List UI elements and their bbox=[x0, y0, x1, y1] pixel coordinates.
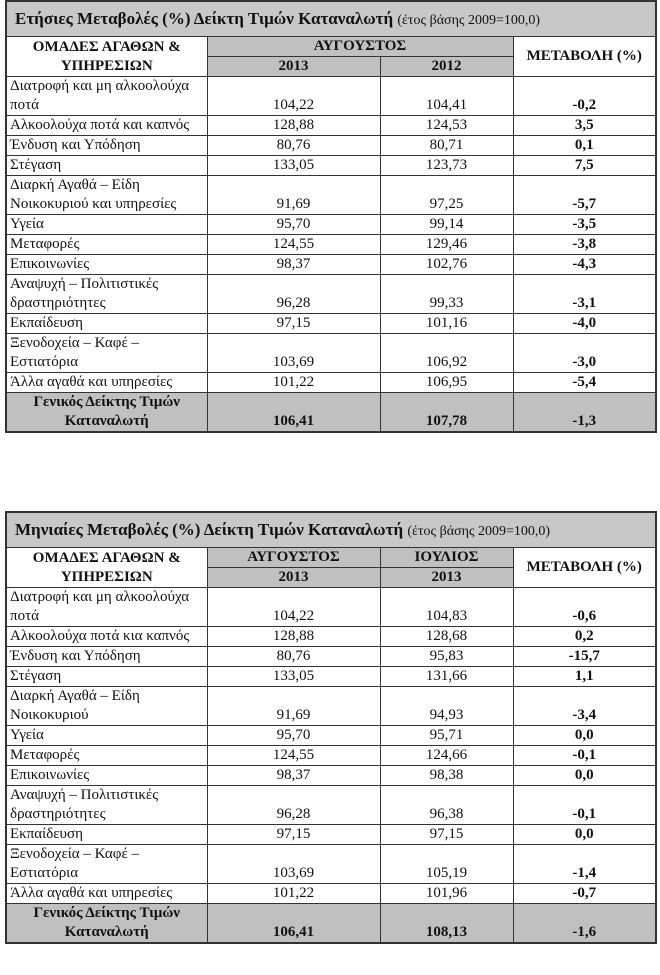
group-header: ΟΜΑΔΕΣ ΑΓΑΘΩΝ & ΥΠΗΡΕΣΙΩΝ bbox=[6, 37, 207, 77]
value-a: 97,15 bbox=[207, 825, 380, 845]
change-value: -3,0 bbox=[513, 334, 656, 373]
change-value: 0,1 bbox=[513, 136, 656, 156]
value-a: 95,70 bbox=[207, 726, 380, 746]
month-b-header: ΙΟΥΛΙΟΣ bbox=[380, 548, 513, 568]
change-value: -0,1 bbox=[513, 746, 656, 766]
value-a: 124,55 bbox=[207, 235, 380, 255]
group-label: Αλκοολούχα ποτά και καπνός bbox=[6, 116, 207, 136]
total-value-b: 107,78 bbox=[380, 393, 513, 433]
value-a: 91,69 bbox=[207, 176, 380, 215]
value-a: 101,22 bbox=[207, 373, 380, 393]
value-a: 104,22 bbox=[207, 77, 380, 116]
value-a: 80,76 bbox=[207, 647, 380, 667]
change-value: -4,3 bbox=[513, 255, 656, 275]
value-b: 105,19 bbox=[380, 845, 513, 884]
total-label: Γενικός Δείκτης Τιμών Καταναλωτή bbox=[6, 904, 207, 944]
title-note: (έτος βάσης 2009=100,0) bbox=[397, 12, 541, 28]
table-title bbox=[6, 1, 656, 37]
table-row bbox=[6, 726, 656, 746]
table-row bbox=[6, 334, 656, 373]
change-value: -0,1 bbox=[513, 786, 656, 825]
group-label: Στέγαση bbox=[6, 667, 207, 687]
year-b-header: 2012 bbox=[380, 57, 513, 77]
value-a: 97,15 bbox=[207, 314, 380, 334]
table-row bbox=[6, 215, 656, 235]
change-value: 0,0 bbox=[513, 766, 656, 786]
group-label: Άλλα αγαθά και υπηρεσίες bbox=[6, 884, 207, 904]
change-value: 1,1 bbox=[513, 667, 656, 687]
month-a-header: ΑΥΓΟΥΣΤΟΣ bbox=[207, 548, 380, 568]
group-label: Διαρκή Αγαθά – Είδη Νοικοκυριού και υπηρεσίες bbox=[6, 176, 207, 215]
year-b-header: 2013 bbox=[380, 568, 513, 588]
value-b: 95,83 bbox=[380, 647, 513, 667]
total-change: -1,6 bbox=[513, 904, 656, 944]
group-label: Διατροφή και μη αλκοολούχα ποτά bbox=[6, 588, 207, 627]
value-a: 124,55 bbox=[207, 746, 380, 766]
value-a: 98,37 bbox=[207, 766, 380, 786]
group-label: Ένδυση και Υπόδηση bbox=[6, 647, 207, 667]
change-value: 7,5 bbox=[513, 156, 656, 176]
group-header: ΟΜΑΔΕΣ ΑΓΑΘΩΝ & ΥΠΗΡΕΣΙΩΝ bbox=[6, 548, 207, 588]
group-label: Διατροφή και μη αλκοολούχα ποτά bbox=[6, 77, 207, 116]
year-a-header: 2013 bbox=[207, 57, 380, 77]
year-a-header: 2013 bbox=[207, 568, 380, 588]
group-label: Υγεία bbox=[6, 726, 207, 746]
value-a: 103,69 bbox=[207, 334, 380, 373]
table-row bbox=[6, 627, 656, 647]
change-value: -5,7 bbox=[513, 176, 656, 215]
change-header: ΜΕΤΑΒΟΛΗ (%) bbox=[513, 37, 656, 77]
value-a: 103,69 bbox=[207, 845, 380, 884]
value-b: 131,66 bbox=[380, 667, 513, 687]
month-header: ΑΥΓΟΥΣΤΟΣ bbox=[207, 37, 513, 57]
value-b: 99,14 bbox=[380, 215, 513, 235]
value-a: 133,05 bbox=[207, 667, 380, 687]
value-b: 98,38 bbox=[380, 766, 513, 786]
value-a: 98,37 bbox=[207, 255, 380, 275]
total-label: Γενικός Δείκτης Τιμών Καταναλωτή bbox=[6, 393, 207, 433]
change-header: ΜΕΤΑΒΟΛΗ (%) bbox=[513, 548, 656, 588]
change-value: 0,0 bbox=[513, 825, 656, 845]
group-label: Υγεία bbox=[6, 215, 207, 235]
value-a: 96,28 bbox=[207, 786, 380, 825]
change-value: -3,1 bbox=[513, 275, 656, 314]
change-value: -0,6 bbox=[513, 588, 656, 627]
group-label: Αναψυχή – Πολιτιστικές δραστηριότητες bbox=[6, 786, 207, 825]
table-row bbox=[6, 786, 656, 825]
value-a: 96,28 bbox=[207, 275, 380, 314]
value-b: 101,16 bbox=[380, 314, 513, 334]
title-note: (έτος βάσης 2009=100,0) bbox=[407, 523, 550, 539]
total-value-a: 106,41 bbox=[207, 904, 380, 944]
table-row bbox=[6, 884, 656, 904]
value-b: 124,66 bbox=[380, 746, 513, 766]
monthly-cpi-table bbox=[5, 511, 657, 944]
change-value: 0,2 bbox=[513, 627, 656, 647]
table-row bbox=[6, 235, 656, 255]
value-a: 91,69 bbox=[207, 687, 380, 726]
table-row bbox=[6, 255, 656, 275]
total-row bbox=[6, 904, 656, 944]
table-row bbox=[6, 687, 656, 726]
value-b: 80,71 bbox=[380, 136, 513, 156]
change-value: -15,7 bbox=[513, 647, 656, 667]
table-row bbox=[6, 77, 656, 116]
value-b: 102,76 bbox=[380, 255, 513, 275]
total-row bbox=[6, 393, 656, 433]
annual-cpi-table bbox=[5, 0, 657, 433]
value-a: 128,88 bbox=[207, 627, 380, 647]
table-row bbox=[6, 766, 656, 786]
group-label: Επικοινωνίες bbox=[6, 255, 207, 275]
table-row bbox=[6, 667, 656, 687]
change-value: 3,5 bbox=[513, 116, 656, 136]
value-b: 123,73 bbox=[380, 156, 513, 176]
group-label: Ξενοδοχεία – Καφέ – Εστιατόρια bbox=[6, 845, 207, 884]
change-value: 0,0 bbox=[513, 726, 656, 746]
value-b: 129,46 bbox=[380, 235, 513, 255]
group-label: Αναψυχή – Πολιτιστικές δραστηριότητες bbox=[6, 275, 207, 314]
change-value: -0,2 bbox=[513, 77, 656, 116]
value-b: 128,68 bbox=[380, 627, 513, 647]
value-b: 99,33 bbox=[380, 275, 513, 314]
group-label: Ξενοδοχεία – Καφέ – Εστιατόρια bbox=[6, 334, 207, 373]
table-row bbox=[6, 647, 656, 667]
value-b: 95,71 bbox=[380, 726, 513, 746]
value-a: 80,76 bbox=[207, 136, 380, 156]
table-row bbox=[6, 314, 656, 334]
table-row bbox=[6, 275, 656, 314]
table-row bbox=[6, 845, 656, 884]
table-row bbox=[6, 373, 656, 393]
value-a: 128,88 bbox=[207, 116, 380, 136]
table-title bbox=[6, 512, 656, 548]
change-value: -0,7 bbox=[513, 884, 656, 904]
table-row bbox=[6, 588, 656, 627]
change-value: -3,5 bbox=[513, 215, 656, 235]
total-change: -1,3 bbox=[513, 393, 656, 433]
change-value: -5,4 bbox=[513, 373, 656, 393]
table-row bbox=[6, 156, 656, 176]
value-a: 101,22 bbox=[207, 884, 380, 904]
change-value: -3,4 bbox=[513, 687, 656, 726]
value-b: 104,41 bbox=[380, 77, 513, 116]
title-text: Ετήσιες Μεταβολές (%) Δείκτη Τιμών Καταναλωτή bbox=[15, 8, 394, 28]
value-b: 106,95 bbox=[380, 373, 513, 393]
group-label: Άλλα αγαθά και υπηρεσίες bbox=[6, 373, 207, 393]
table-row bbox=[6, 176, 656, 215]
value-b: 124,53 bbox=[380, 116, 513, 136]
group-label: Μεταφορές bbox=[6, 235, 207, 255]
table-row bbox=[6, 136, 656, 156]
value-a: 104,22 bbox=[207, 588, 380, 627]
total-value-a: 106,41 bbox=[207, 393, 380, 433]
group-label: Μεταφορές bbox=[6, 746, 207, 766]
group-label: Αλκοολούχα ποτά κια καπνός bbox=[6, 627, 207, 647]
value-a: 95,70 bbox=[207, 215, 380, 235]
value-b: 106,92 bbox=[380, 334, 513, 373]
value-b: 97,25 bbox=[380, 176, 513, 215]
table-row bbox=[6, 825, 656, 845]
group-label: Επικοινωνίες bbox=[6, 766, 207, 786]
group-label: Εκπαίδευση bbox=[6, 825, 207, 845]
value-a: 133,05 bbox=[207, 156, 380, 176]
value-b: 97,15 bbox=[380, 825, 513, 845]
change-value: -4,0 bbox=[513, 314, 656, 334]
total-value-b: 108,13 bbox=[380, 904, 513, 944]
value-b: 104,83 bbox=[380, 588, 513, 627]
group-label: Εκπαίδευση bbox=[6, 314, 207, 334]
table-row bbox=[6, 746, 656, 766]
table-row bbox=[6, 116, 656, 136]
change-value: -1,4 bbox=[513, 845, 656, 884]
group-label: Στέγαση bbox=[6, 156, 207, 176]
group-label: Ένδυση και Υπόδηση bbox=[6, 136, 207, 156]
title-text: Μηνιαίες Μεταβολές (%) Δείκτη Τιμών Καταναλωτή bbox=[15, 519, 404, 539]
group-label: Διαρκή Αγαθά – Είδη Νοικοκυριού bbox=[6, 687, 207, 726]
value-b: 94,93 bbox=[380, 687, 513, 726]
value-b: 96,38 bbox=[380, 786, 513, 825]
change-value: -3,8 bbox=[513, 235, 656, 255]
value-b: 101,96 bbox=[380, 884, 513, 904]
